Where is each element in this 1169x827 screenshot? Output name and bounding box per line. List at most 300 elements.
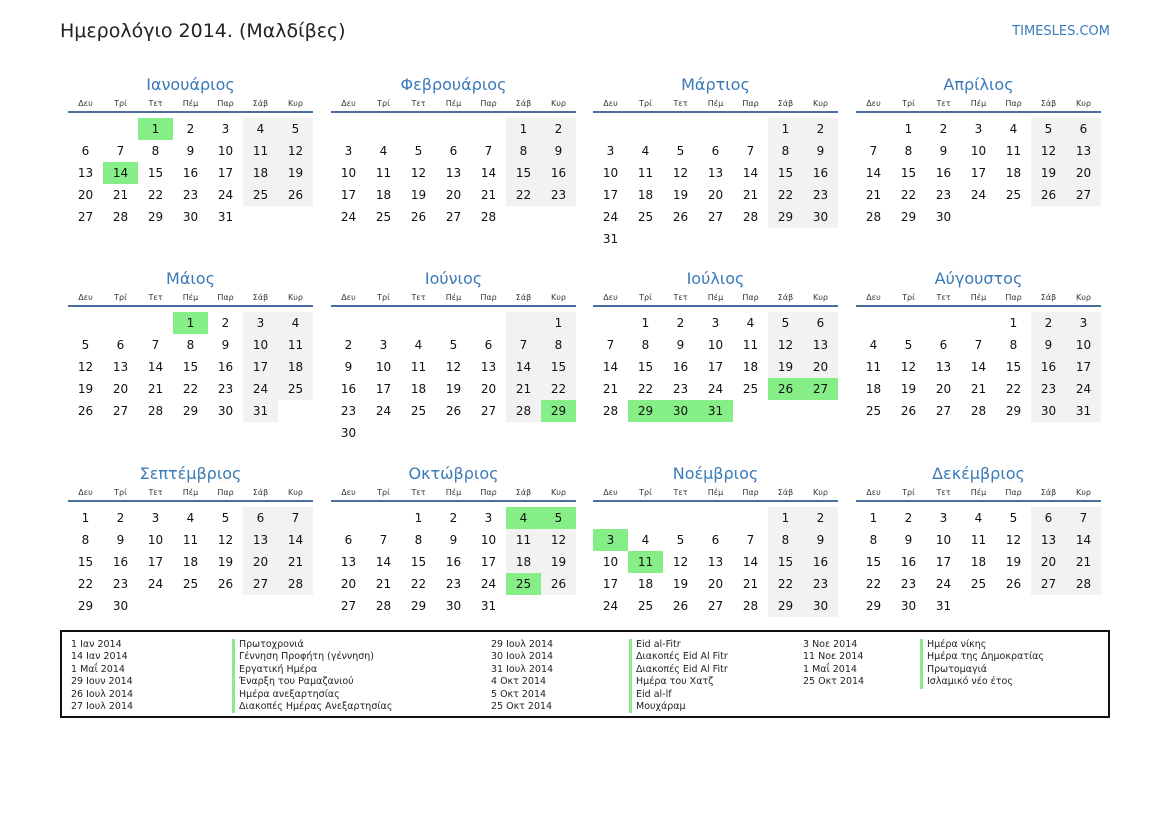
day-cell: 4 bbox=[974, 511, 983, 525]
day-cell: 25 bbox=[278, 378, 313, 400]
day-cell: 21 bbox=[375, 577, 392, 591]
legend-holiday-name: Ημέρα της Δημοκρατίας bbox=[920, 651, 1044, 663]
day-cell: 4 bbox=[379, 144, 388, 158]
weekday-label: Δευ bbox=[78, 99, 93, 108]
day-cell: 19 bbox=[1005, 555, 1022, 569]
month-title: Ιανουάριος bbox=[146, 75, 235, 94]
week-row bbox=[593, 312, 838, 334]
weekday-label: Παρ bbox=[217, 99, 234, 108]
weekday-label: Τετ bbox=[148, 488, 163, 497]
empty-day-cell bbox=[996, 595, 1031, 617]
day-cell: 19 bbox=[1031, 162, 1066, 184]
day-cell: 29 bbox=[768, 206, 803, 228]
week-row bbox=[68, 206, 313, 228]
day-cell: 7 bbox=[116, 144, 125, 158]
week-row bbox=[68, 400, 313, 422]
day-cell: 28 bbox=[742, 599, 759, 613]
legend-holiday-name: Διακοπές Ημέρας Ανεξαρτησίας bbox=[232, 701, 392, 713]
day-cell: 22 bbox=[900, 188, 917, 202]
legend-dates-column-2 bbox=[491, 639, 553, 713]
day-cell: 28 bbox=[375, 599, 392, 613]
week-row bbox=[68, 118, 313, 140]
empty-day-cell bbox=[471, 422, 506, 444]
day-cell: 4 bbox=[414, 338, 423, 352]
week-row bbox=[331, 184, 576, 206]
weekday-label: Σάβ bbox=[777, 293, 794, 302]
day-cell: 18 bbox=[637, 188, 654, 202]
day-cell: 25 bbox=[742, 382, 759, 396]
day-cell: 22 bbox=[77, 577, 94, 591]
week-row bbox=[68, 184, 313, 206]
legend-date: 1 Ιαν 2014 bbox=[71, 639, 122, 650]
weekday-label: Σάβ bbox=[252, 99, 269, 108]
day-cell: 31 bbox=[243, 400, 278, 422]
empty-day-cell bbox=[856, 312, 891, 334]
empty-day-cell bbox=[593, 312, 628, 334]
day-cell: 14 bbox=[278, 529, 313, 551]
week-row bbox=[331, 507, 576, 529]
day-cell: 19 bbox=[77, 382, 94, 396]
empty-day-cell bbox=[628, 118, 663, 140]
day-cell: 12 bbox=[900, 360, 917, 374]
day-cell: 22 bbox=[147, 188, 164, 202]
day-cell: 1 bbox=[1009, 316, 1018, 330]
weekday-header bbox=[593, 485, 838, 502]
weekday-label: Τρί bbox=[902, 99, 915, 108]
weekday-label: Παρ bbox=[1005, 293, 1022, 302]
day-cell: 26 bbox=[1005, 577, 1022, 591]
day-cell: 23 bbox=[803, 184, 838, 206]
weekday-label: Τρί bbox=[639, 99, 652, 108]
day-cell: 4 bbox=[641, 533, 650, 547]
day-cell: 1 bbox=[81, 511, 90, 525]
day-cell: 30 bbox=[663, 400, 698, 422]
empty-day-cell bbox=[436, 312, 471, 334]
day-cell: 12 bbox=[541, 529, 576, 551]
day-cell: 19 bbox=[672, 188, 689, 202]
day-cell: 6 bbox=[484, 338, 493, 352]
week-row bbox=[593, 400, 838, 422]
day-cell: 15 bbox=[768, 551, 803, 573]
weekday-label: Κυρ bbox=[551, 99, 566, 108]
day-cell: 20 bbox=[935, 382, 952, 396]
weekday-label: Κυρ bbox=[813, 293, 828, 302]
week-row bbox=[593, 140, 838, 162]
day-cell: 29 bbox=[865, 599, 882, 613]
weekday-label: Δευ bbox=[341, 293, 356, 302]
day-cell: 1 bbox=[768, 118, 803, 140]
day-cell: 29 bbox=[900, 210, 917, 224]
day-cell: 15 bbox=[768, 162, 803, 184]
weekday-label: Δευ bbox=[866, 488, 881, 497]
empty-day-cell bbox=[138, 595, 173, 617]
empty-day-cell bbox=[506, 595, 541, 617]
day-cell: 9 bbox=[449, 533, 458, 547]
legend-date: 26 Ιουλ 2014 bbox=[71, 688, 134, 700]
day-cell: 19 bbox=[672, 577, 689, 591]
day-cell: 28 bbox=[480, 210, 497, 224]
weekday-label: Πέμ bbox=[182, 488, 199, 497]
empty-day-cell bbox=[961, 595, 996, 617]
day-cell: 7 bbox=[484, 144, 493, 158]
weekday-label: Πέμ bbox=[182, 99, 199, 108]
day-cell: 24 bbox=[935, 577, 952, 591]
day-cell: 25 bbox=[243, 184, 278, 206]
empty-day-cell bbox=[68, 312, 103, 334]
empty-day-cell bbox=[401, 422, 436, 444]
month-6 bbox=[331, 268, 576, 444]
day-cell: 15 bbox=[541, 356, 576, 378]
day-cell: 10 bbox=[935, 533, 952, 547]
weekday-label: Πέμ bbox=[707, 99, 724, 108]
day-cell: 16 bbox=[1031, 356, 1066, 378]
weekday-label: Τετ bbox=[148, 99, 163, 108]
day-cell: 5 bbox=[81, 338, 90, 352]
day-cell: 17 bbox=[602, 577, 619, 591]
day-cell: 8 bbox=[768, 140, 803, 162]
day-cell: 1 bbox=[904, 122, 913, 136]
empty-day-cell bbox=[506, 206, 541, 228]
day-cell: 1 bbox=[768, 507, 803, 529]
legend-date: 1 Μαΐ 2014 bbox=[71, 663, 125, 675]
day-cell: 27 bbox=[480, 404, 497, 418]
day-cell: 30 bbox=[900, 599, 917, 613]
month-12 bbox=[856, 463, 1101, 617]
legend-holiday-name: Έναρξη του Ραμαζανιού bbox=[232, 676, 392, 688]
week-row bbox=[331, 162, 576, 184]
week-row bbox=[331, 595, 576, 617]
legend-holiday-name: Εργατική Ημέρα bbox=[232, 664, 392, 676]
day-cell: 10 bbox=[375, 360, 392, 374]
day-cell: 5 bbox=[676, 144, 685, 158]
day-cell: 27 bbox=[803, 378, 838, 400]
day-cell: 16 bbox=[445, 555, 462, 569]
day-cell: 23 bbox=[112, 577, 129, 591]
day-cell: 31 bbox=[602, 232, 619, 246]
day-cell: 16 bbox=[182, 166, 199, 180]
day-cell: 18 bbox=[278, 356, 313, 378]
day-cell: 7 bbox=[974, 338, 983, 352]
day-cell: 10 bbox=[480, 533, 497, 547]
day-cell: 23 bbox=[217, 382, 234, 396]
day-cell: 15 bbox=[182, 360, 199, 374]
week-row bbox=[856, 334, 1101, 356]
week-row bbox=[593, 118, 838, 140]
empty-day-cell bbox=[891, 312, 926, 334]
empty-day-cell bbox=[471, 118, 506, 140]
week-row bbox=[68, 334, 313, 356]
day-cell: 20 bbox=[1031, 551, 1066, 573]
day-cell: 8 bbox=[869, 533, 878, 547]
weekday-label: Πέμ bbox=[707, 488, 724, 497]
day-cell: 25 bbox=[1005, 188, 1022, 202]
weekday-header bbox=[331, 485, 576, 502]
day-cell: 26 bbox=[900, 404, 917, 418]
day-cell: 14 bbox=[742, 166, 759, 180]
day-cell: 11 bbox=[742, 338, 759, 352]
day-cell: 2 bbox=[344, 338, 353, 352]
day-cell: 13 bbox=[340, 555, 357, 569]
day-cell: 27 bbox=[707, 599, 724, 613]
legend-date: 31 Ιουλ 2014 bbox=[491, 663, 554, 675]
weekday-header bbox=[856, 290, 1101, 307]
day-cell: 31 bbox=[1066, 400, 1101, 422]
empty-day-cell bbox=[173, 595, 208, 617]
day-cell: 10 bbox=[602, 166, 619, 180]
day-cell: 12 bbox=[768, 334, 803, 356]
empty-day-cell bbox=[366, 118, 401, 140]
day-cell: 3 bbox=[379, 338, 388, 352]
weekday-label: Σάβ bbox=[515, 488, 532, 497]
day-cell: 14 bbox=[147, 360, 164, 374]
weekday-label: Δευ bbox=[866, 293, 881, 302]
day-cell: 9 bbox=[186, 144, 195, 158]
legend-holiday-name: Γέννηση Προφήτη (γέννηση) bbox=[232, 651, 392, 663]
empty-day-cell bbox=[1031, 595, 1066, 617]
day-cell: 10 bbox=[147, 533, 164, 547]
weekday-label: Τρί bbox=[377, 99, 390, 108]
day-cell: 4 bbox=[1009, 122, 1018, 136]
day-cell: 22 bbox=[541, 378, 576, 400]
day-cell: 22 bbox=[506, 184, 541, 206]
day-cell: 7 bbox=[1066, 507, 1101, 529]
week-row bbox=[331, 422, 576, 444]
day-cell: 22 bbox=[637, 382, 654, 396]
day-cell: 14 bbox=[1066, 529, 1101, 551]
weekday-label: Σάβ bbox=[252, 488, 269, 497]
empty-day-cell bbox=[243, 206, 278, 228]
week-row bbox=[593, 529, 838, 551]
day-cell: 16 bbox=[803, 551, 838, 573]
week-row bbox=[856, 140, 1101, 162]
legend-holiday-name: Μουχάραμ bbox=[629, 701, 728, 713]
day-cell: 12 bbox=[445, 360, 462, 374]
legend-holiday-name: Ημέρα ανεξαρτησίας bbox=[232, 689, 392, 701]
day-cell: 22 bbox=[410, 577, 427, 591]
day-cell: 21 bbox=[480, 188, 497, 202]
empty-day-cell bbox=[1066, 206, 1101, 228]
legend-holiday-name: Πρωτοχρονιά bbox=[232, 639, 392, 651]
week-row bbox=[68, 356, 313, 378]
day-cell: 21 bbox=[865, 188, 882, 202]
week-row bbox=[856, 400, 1101, 422]
week-row bbox=[331, 573, 576, 595]
legend-dates-column-3 bbox=[803, 639, 864, 689]
day-cell: 25 bbox=[506, 573, 541, 595]
day-cell: 23 bbox=[1031, 378, 1066, 400]
day-cell: 6 bbox=[803, 312, 838, 334]
legend-date: 25 Οκτ 2014 bbox=[491, 700, 553, 712]
day-cell: 7 bbox=[746, 533, 755, 547]
weekday-label: Δευ bbox=[78, 293, 93, 302]
week-row bbox=[68, 551, 313, 573]
empty-day-cell bbox=[436, 422, 471, 444]
legend-date: 14 Ιαν 2014 bbox=[71, 651, 128, 663]
empty-day-cell bbox=[471, 312, 506, 334]
empty-day-cell bbox=[733, 400, 768, 422]
day-cell: 20 bbox=[445, 188, 462, 202]
week-row bbox=[856, 184, 1101, 206]
day-cell: 30 bbox=[182, 210, 199, 224]
day-cell: 30 bbox=[445, 599, 462, 613]
day-cell: 24 bbox=[147, 577, 164, 591]
day-cell: 13 bbox=[707, 555, 724, 569]
weekday-label: Πέμ bbox=[970, 99, 987, 108]
day-cell: 28 bbox=[1066, 573, 1101, 595]
empty-day-cell bbox=[1066, 595, 1101, 617]
month-3 bbox=[593, 74, 838, 250]
day-cell: 19 bbox=[217, 555, 234, 569]
day-cell: 26 bbox=[672, 210, 689, 224]
legend-holiday-name: Πρωτομαγιά bbox=[920, 664, 1044, 676]
weekday-label: Τρί bbox=[377, 488, 390, 497]
day-cell: 1 bbox=[506, 118, 541, 140]
day-cell: 18 bbox=[243, 162, 278, 184]
month-11 bbox=[593, 463, 838, 617]
weekday-label: Τετ bbox=[148, 293, 163, 302]
day-cell: 3 bbox=[606, 144, 615, 158]
weekday-label: Τετ bbox=[411, 99, 426, 108]
day-cell: 9 bbox=[541, 140, 576, 162]
day-cell: 11 bbox=[628, 551, 663, 573]
week-row bbox=[331, 356, 576, 378]
day-cell: 4 bbox=[243, 118, 278, 140]
day-cell: 3 bbox=[939, 511, 948, 525]
day-cell: 5 bbox=[278, 118, 313, 140]
weekday-label: Δευ bbox=[866, 99, 881, 108]
day-cell: 19 bbox=[900, 382, 917, 396]
day-cell: 21 bbox=[1066, 551, 1101, 573]
day-cell: 17 bbox=[147, 555, 164, 569]
day-cell: 13 bbox=[480, 360, 497, 374]
day-cell: 2 bbox=[676, 316, 685, 330]
day-cell: 23 bbox=[445, 577, 462, 591]
empty-day-cell bbox=[628, 228, 663, 250]
empty-day-cell bbox=[68, 118, 103, 140]
day-cell: 2 bbox=[221, 316, 230, 330]
month-10 bbox=[331, 463, 576, 617]
day-cell: 9 bbox=[344, 360, 353, 374]
empty-day-cell bbox=[103, 118, 138, 140]
day-cell: 12 bbox=[410, 166, 427, 180]
week-row bbox=[856, 507, 1101, 529]
week-row bbox=[68, 378, 313, 400]
day-cell: 30 bbox=[935, 210, 952, 224]
day-cell: 12 bbox=[1005, 533, 1022, 547]
day-cell: 13 bbox=[707, 166, 724, 180]
weekday-label: Κυρ bbox=[288, 99, 303, 108]
day-cell: 17 bbox=[480, 555, 497, 569]
empty-day-cell bbox=[506, 422, 541, 444]
day-cell: 20 bbox=[707, 577, 724, 591]
day-cell: 21 bbox=[742, 577, 759, 591]
day-cell: 2 bbox=[449, 511, 458, 525]
day-cell: 13 bbox=[77, 166, 94, 180]
weekday-header bbox=[331, 290, 576, 307]
day-cell: 16 bbox=[935, 166, 952, 180]
weekday-label: Κυρ bbox=[1076, 488, 1091, 497]
empty-day-cell bbox=[733, 118, 768, 140]
week-row bbox=[593, 228, 838, 250]
weekday-label: Κυρ bbox=[813, 99, 828, 108]
day-cell: 7 bbox=[506, 334, 541, 356]
day-cell: 9 bbox=[939, 144, 948, 158]
day-cell: 22 bbox=[768, 573, 803, 595]
empty-day-cell bbox=[366, 312, 401, 334]
week-row bbox=[856, 356, 1101, 378]
day-cell: 14 bbox=[375, 555, 392, 569]
day-cell: 7 bbox=[379, 533, 388, 547]
weekday-label: Δευ bbox=[603, 99, 618, 108]
day-cell: 21 bbox=[506, 378, 541, 400]
day-cell: 9 bbox=[116, 533, 125, 547]
empty-day-cell bbox=[698, 507, 733, 529]
day-cell: 5 bbox=[449, 338, 458, 352]
day-cell: 6 bbox=[344, 533, 353, 547]
day-cell: 30 bbox=[340, 426, 357, 440]
site-link[interactable]: TIMESLES.COM bbox=[1012, 24, 1110, 39]
day-cell: 3 bbox=[711, 316, 720, 330]
day-cell: 14 bbox=[480, 166, 497, 180]
day-cell: 25 bbox=[410, 404, 427, 418]
week-row bbox=[331, 118, 576, 140]
empty-day-cell bbox=[593, 118, 628, 140]
day-cell: 5 bbox=[904, 338, 913, 352]
week-row bbox=[331, 206, 576, 228]
day-cell: 19 bbox=[541, 551, 576, 573]
day-cell: 27 bbox=[77, 210, 94, 224]
weekday-label: Σάβ bbox=[515, 99, 532, 108]
empty-day-cell bbox=[1031, 206, 1066, 228]
day-cell: 24 bbox=[970, 188, 987, 202]
week-row bbox=[331, 312, 576, 334]
day-cell: 3 bbox=[1066, 312, 1101, 334]
day-cell: 15 bbox=[865, 555, 882, 569]
week-row bbox=[593, 378, 838, 400]
empty-day-cell bbox=[803, 400, 838, 422]
day-cell: 8 bbox=[151, 144, 160, 158]
day-cell: 27 bbox=[1031, 573, 1066, 595]
day-cell: 1 bbox=[869, 511, 878, 525]
day-cell: 1 bbox=[414, 511, 423, 525]
week-row bbox=[593, 356, 838, 378]
empty-day-cell bbox=[243, 595, 278, 617]
empty-day-cell bbox=[733, 228, 768, 250]
day-cell: 28 bbox=[970, 404, 987, 418]
day-cell: 5 bbox=[676, 533, 685, 547]
weekday-label: Πέμ bbox=[445, 488, 462, 497]
day-cell: 10 bbox=[243, 334, 278, 356]
week-row bbox=[593, 334, 838, 356]
weekday-label: Πέμ bbox=[445, 293, 462, 302]
day-cell: 11 bbox=[970, 533, 987, 547]
month-title: Απρίλιος bbox=[943, 75, 1014, 94]
day-cell: 9 bbox=[803, 529, 838, 551]
day-cell: 22 bbox=[865, 577, 882, 591]
day-cell: 12 bbox=[77, 360, 94, 374]
day-cell: 20 bbox=[77, 188, 94, 202]
day-cell: 8 bbox=[904, 144, 913, 158]
day-cell: 26 bbox=[278, 184, 313, 206]
empty-day-cell bbox=[278, 400, 313, 422]
day-cell: 29 bbox=[768, 595, 803, 617]
empty-day-cell bbox=[331, 312, 366, 334]
weekday-label: Σάβ bbox=[1040, 293, 1057, 302]
weekday-label: Δευ bbox=[341, 488, 356, 497]
empty-day-cell bbox=[366, 507, 401, 529]
day-cell: 8 bbox=[1009, 338, 1018, 352]
legend-names-column-1 bbox=[232, 639, 392, 713]
